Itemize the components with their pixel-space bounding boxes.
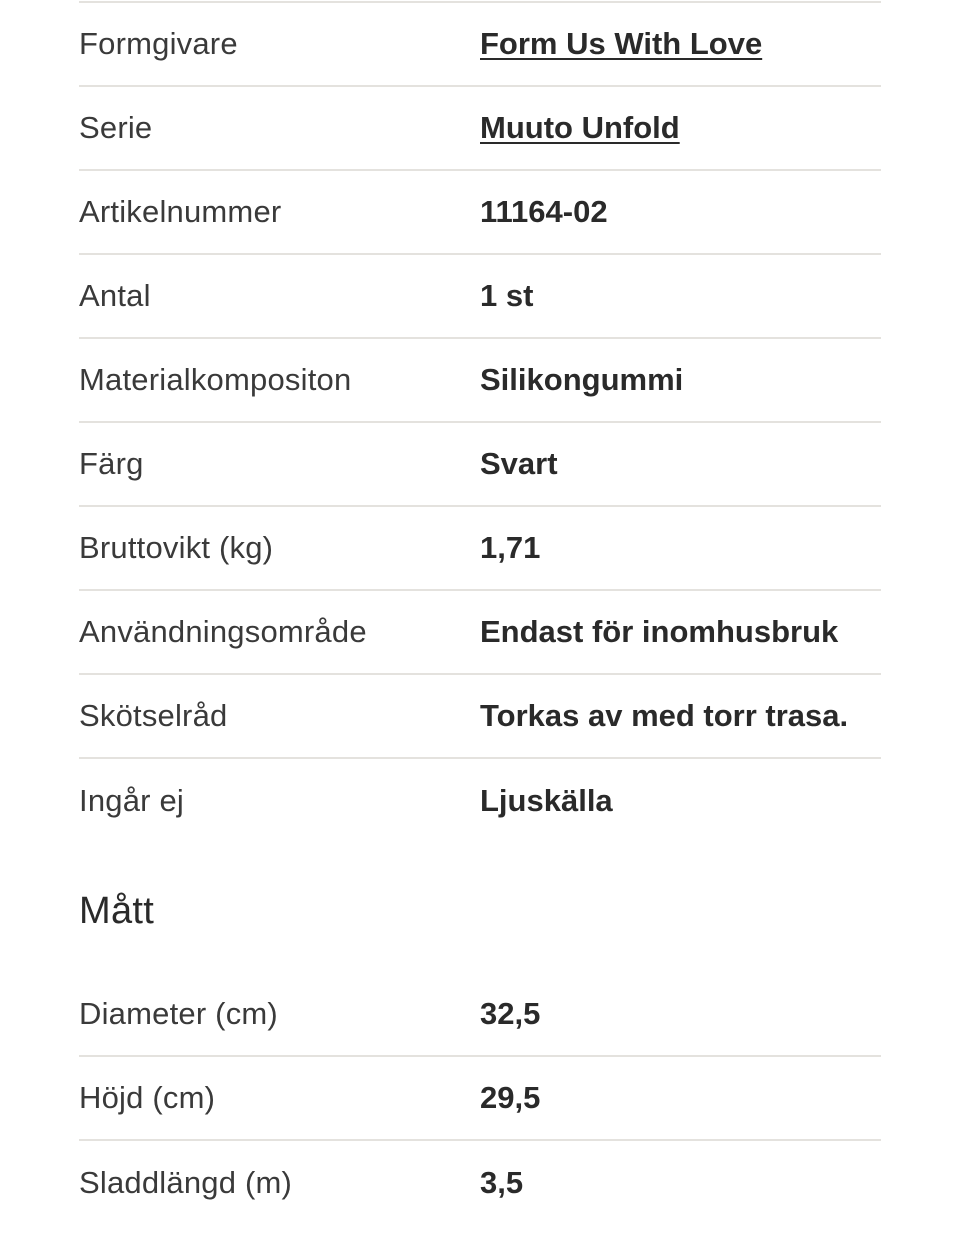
dim-label: Diameter (cm) [79, 996, 278, 1031]
spec-label: Materialkompositon [79, 362, 352, 397]
spec-value: 1 st [480, 278, 534, 313]
designer-link[interactable]: Form Us With Love [480, 26, 763, 61]
dimensions-heading: Mått [79, 889, 155, 932]
spec-value: Torkas av med torr trasa. [480, 698, 849, 733]
dim-value: 3,5 [480, 1165, 524, 1200]
spec-row-series [79, 87, 881, 171]
spec-value [480, 26, 762, 62]
spec-label: Skötselråd [79, 698, 228, 733]
spec-row-designer [79, 3, 881, 87]
dim-label: Sladdlängd (m) [79, 1165, 293, 1200]
spec-value: 11164-02 [480, 194, 608, 229]
dim-row-height [79, 1057, 881, 1141]
spec-row-material [79, 339, 881, 423]
spec-value: Endast för inomhusbruk [480, 614, 839, 649]
spec-row-not-included [79, 759, 881, 843]
spec-row-article-number [79, 171, 881, 255]
dim-value: 29,5 [480, 1080, 541, 1115]
spec-label: Formgivare [79, 26, 238, 61]
spec-value: Svart [480, 446, 558, 481]
dim-label: Höjd (cm) [79, 1080, 216, 1115]
spec-row-usage-area [79, 591, 881, 675]
product-details [79, 0, 881, 1225]
dim-value: 32,5 [480, 996, 541, 1031]
spec-value: Silikongummi [480, 362, 684, 397]
spec-table [79, 3, 881, 843]
spec-row-color [79, 423, 881, 507]
spec-label: Bruttovikt (kg) [79, 530, 274, 565]
spec-label: Färg [79, 446, 144, 481]
spec-value: 1,71 [480, 530, 541, 565]
spec-label: Antal [79, 278, 151, 313]
dim-row-cord-length [79, 1141, 881, 1225]
spec-label: Artikelnummer [79, 194, 282, 229]
series-link[interactable]: Muuto Unfold [480, 110, 680, 145]
dim-row-diameter [79, 973, 881, 1057]
spec-value: Ljuskälla [480, 783, 613, 818]
spec-label: Ingår ej [79, 783, 184, 818]
dimensions-table [79, 973, 881, 1225]
spec-row-gross-weight [79, 507, 881, 591]
spec-row-quantity [79, 255, 881, 339]
spec-row-care [79, 675, 881, 759]
spec-label: Serie [79, 110, 153, 145]
spec-value [480, 110, 680, 146]
spec-label: Användningsområde [79, 614, 367, 649]
